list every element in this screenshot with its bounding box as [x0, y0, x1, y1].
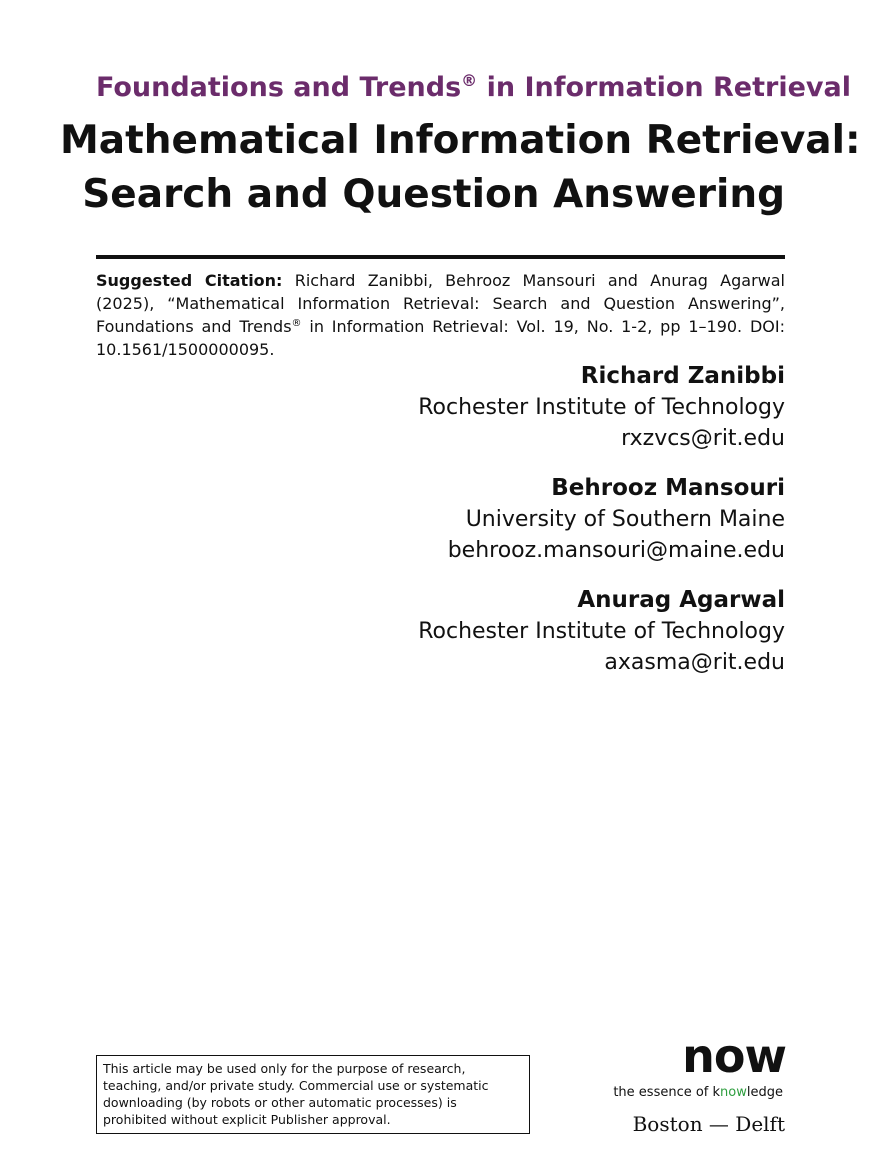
tagline-end: ledge	[746, 1085, 783, 1100]
author-block	[300, 584, 785, 678]
publisher-cities: Boston — Delft	[632, 1112, 785, 1136]
logo-text: now	[682, 1032, 786, 1082]
usage-notice-text: This article may be used only for the purpose of research, teaching, and/or private study. Commercial use or systematic downloading (by robots or other automatic processes) is prohibited without explicit Publisher approval.	[103, 1061, 489, 1127]
citation-text-part1: Richard Zanibbi, Behrooz Mansouri and Anurag Agarwal (2025), “Mathematical Information Retrieval: Search and Question Answering”, Foundations and Trends	[96, 271, 785, 336]
citation-label: Suggested Citation:	[96, 271, 283, 290]
tagline-start: the essence of k	[613, 1085, 721, 1100]
author-block	[300, 472, 785, 566]
author-affiliation: Rochester Institute of Technology	[418, 619, 785, 644]
author-list	[300, 360, 785, 696]
author-block	[300, 360, 785, 454]
citation-registered-mark: ®	[291, 318, 302, 329]
author-email: axasma@rit.edu	[604, 650, 785, 675]
title-line-2: Search and Question Answering	[82, 172, 785, 217]
author-name: Anurag Agarwal	[577, 587, 785, 613]
registered-mark: ®	[461, 71, 478, 90]
publisher-tagline	[560, 1084, 783, 1102]
series-title	[96, 70, 851, 106]
title-line-1: Mathematical Information Retrieval:	[60, 118, 861, 163]
tagline-highlight: now	[720, 1085, 747, 1100]
book-title	[60, 114, 861, 222]
now-publisher-logo	[640, 1032, 786, 1082]
citation-text-part2: in Information Retrieval: Vol. 19, No. 1-2, pp 1–190. DOI: 10.1561/1500000095.	[96, 317, 785, 359]
author-email: rxzvcs@rit.edu	[621, 426, 785, 451]
author-affiliation: University of Southern Maine	[465, 507, 785, 532]
author-name: Richard Zanibbi	[580, 363, 785, 389]
suggested-citation	[96, 269, 785, 361]
series-prefix: Foundations and Trends	[96, 72, 462, 103]
title-divider	[96, 255, 785, 259]
series-suffix: in Information Retrieval	[477, 72, 851, 103]
author-name: Behrooz Mansouri	[551, 475, 785, 501]
usage-notice-box	[96, 1055, 530, 1134]
author-email: behrooz.mansouri@maine.edu	[447, 538, 785, 563]
author-affiliation: Rochester Institute of Technology	[418, 395, 785, 420]
